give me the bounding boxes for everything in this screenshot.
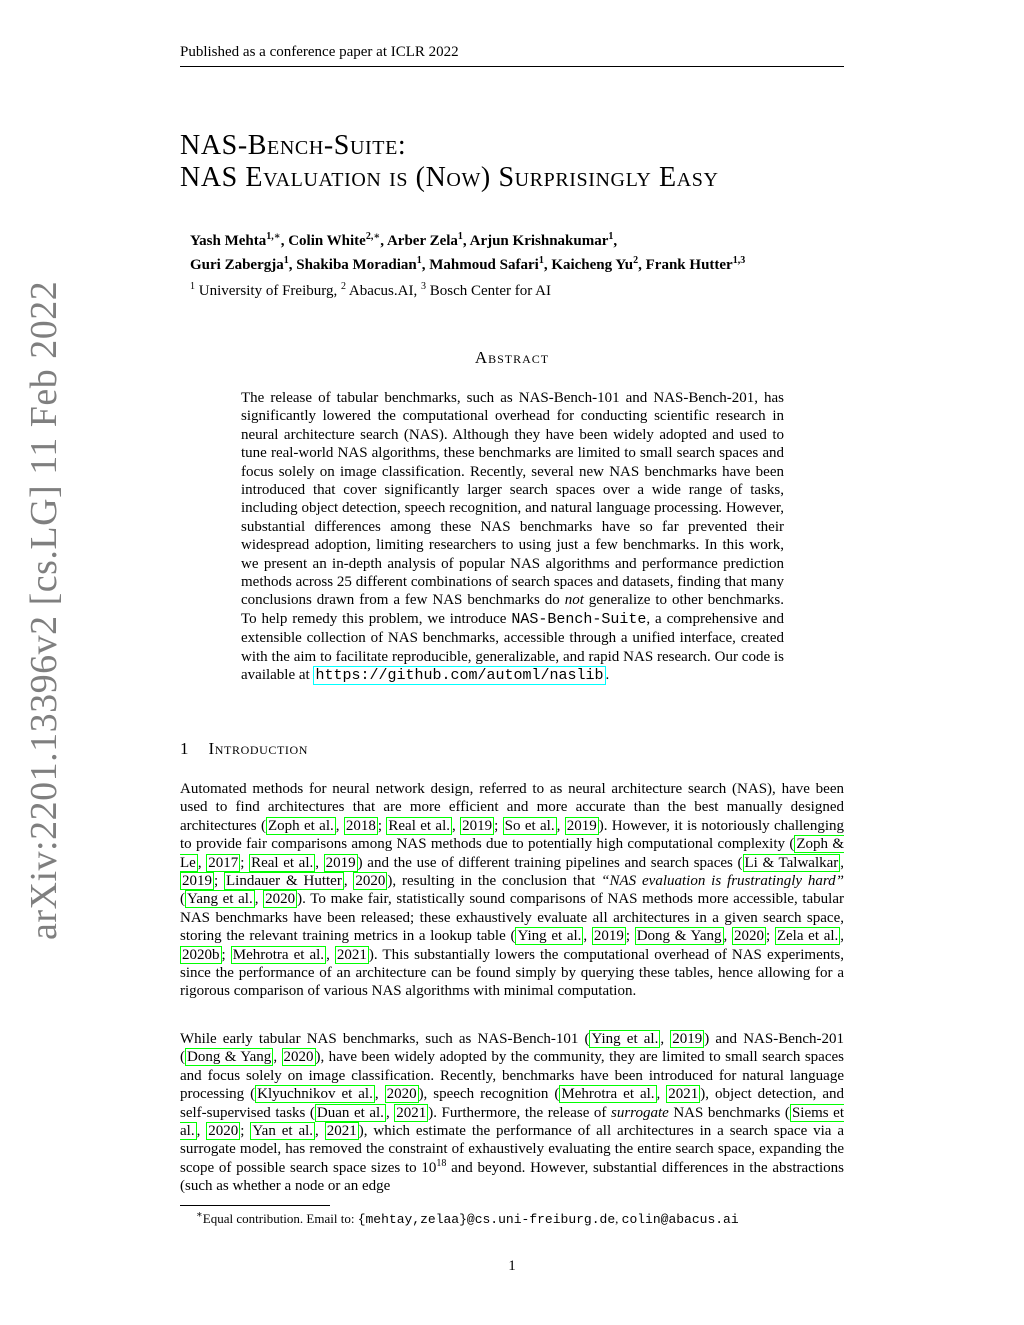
author: Arber Zela — [386, 233, 458, 249]
body-text: ), which estimate the performance of all architectures in a search space via a surrogate model, has removed the constraint of exhaustively evaluating the entire search space, expanding the scope of possible search space sizes to 10 — [180, 1123, 845, 1176]
citation-link[interactable]: Dong & Yang — [187, 1049, 272, 1066]
emph-text: surrogate — [610, 1104, 669, 1121]
affiliation: Abacus.AI, — [348, 283, 418, 299]
abstract-text: . — [605, 667, 610, 684]
body-text: ; — [765, 928, 775, 945]
footnote-rule — [180, 1205, 330, 1206]
author: Arjun Krishnakumar — [469, 233, 609, 249]
body-text: NAS benchmarks ( — [668, 1104, 790, 1121]
body-text: ; — [625, 928, 635, 945]
body-text: ; — [214, 873, 225, 890]
body-text: ). Furthermore, the release of — [428, 1104, 611, 1121]
body-text: ; — [221, 946, 231, 963]
author-sup: 1 — [608, 231, 614, 242]
citation-link[interactable]: Real et al. — [388, 817, 450, 834]
section-heading — [180, 739, 844, 759]
code-link[interactable]: https://github.com/automl/naslib — [315, 667, 604, 685]
footnote-email: {mehtay,zelaa}@cs.uni-freiburg.de — [357, 1212, 616, 1227]
citation-link[interactable]: Siems et al. — [180, 1104, 844, 1140]
affiliation: Bosch Center for AI — [429, 283, 551, 299]
author-sup: 1 — [283, 255, 289, 266]
citation-year-link[interactable]: 2019 — [672, 1031, 703, 1047]
citation-year-link[interactable]: 2017 — [208, 854, 239, 871]
abstract-emph: not — [564, 592, 584, 609]
exponent: 18 — [436, 1157, 447, 1169]
citation-link[interactable]: Yang et al. — [187, 891, 253, 908]
author-list: Yash Mehta$^{1,∗}$, Colin White$^{2,∗}$, Arber Zela$^1$, Arjun Krishnakumar$^1$, Guri Zabergja$^1$, Shakiba Moradian$^1$, Mahmoud Safari$^1$, Kaicheng Yu$^2$, Frank Hutter$^{1,3}$ — [190, 231, 746, 273]
title-line-2: NAS Evaluation is (Now) Surprisingly Easy — [180, 162, 719, 193]
body-text: ) and NAS-Bench-201 ( — [180, 1031, 845, 1066]
suite-name: NAS-Bench-Suite — [511, 610, 647, 628]
author: Guri Zabergja — [190, 257, 284, 273]
citation-year-link[interactable]: 2019 — [462, 817, 493, 834]
body-text: ; — [377, 817, 387, 834]
affiliation: University of Freiburg, — [198, 283, 338, 299]
citation-link[interactable]: Real et al. — [251, 854, 314, 871]
citation-link[interactable]: Li & Talwalkar — [744, 854, 839, 871]
body-text: ) and the use of different training pipelines and search spaces ( — [357, 854, 743, 871]
author-sup: 1,3 — [732, 255, 746, 266]
citation-link[interactable]: Dong & Yang — [636, 928, 722, 945]
citation-link[interactable]: Zoph et al. — [267, 817, 334, 834]
body-text: ; — [240, 854, 250, 871]
running-header: Published as a conference paper at ICLR 2022 — [180, 44, 459, 60]
citation-year-link[interactable]: 2018 — [345, 817, 376, 834]
intro-paragraph-2: While early tabular NAS benchmarks, such as NAS-Bench-101 ( Ying et al. , 2019 ) and NAS-Bench-201 ( Dong & Yang , 2020 ), have been widely adopted by the community, they are limited to small search spaces and focus solely on image classification. Recently, benchmarks have been introduced for natural language processing ( Klyuchnikov et al. , 2020 ), speech recognition ( Mehrotra et al. , 2021 ), object detection, and self-supervised tasks ( Duan et al. , 2021 ). Furthermore, the release of surrogate NAS benchmarks ( Siems et al. , 2020 ; Yan et al. , 2021 ), which estimate the performance of all architectures in a search space via a surrogate model, has removed the constraint of exhaustively evaluating the entire search space, expanding the scope of possible search space sizes to $10^{18}$ and beyond. However, substantial differences in the abstractions (such as whether a node or an edge — [180, 1031, 845, 1195]
header-rule — [180, 66, 844, 67]
citation-link[interactable]: Mehrotra et al. — [232, 946, 325, 963]
body-text: Automated methods for neural network design, referred to as neural architecture search (NAS), have been used to find architectures that are more efficient and more accurate than the best manually designed architectures ( — [180, 781, 844, 834]
footnote — [196, 1210, 856, 1228]
body-text: ; — [240, 1123, 251, 1140]
citation-year-link[interactable]: 2020b — [182, 946, 220, 963]
footnote-email: colin@abacus.ai — [621, 1212, 739, 1227]
body-text: ). However, it is notoriously challenging to provide fair comparisons among NAS methods due to potentially high computational complexity ( — [180, 817, 844, 853]
affil-sup: 2 — [340, 281, 346, 292]
citation-link[interactable]: Zoph & Le — [180, 836, 844, 871]
arxiv-stamp: arXiv:2201.13396v2 [cs.LG] 11 Feb 2022 — [23, 280, 65, 940]
page-number: 1 — [508, 1258, 516, 1274]
citation-year-link[interactable]: 2019 — [566, 817, 597, 834]
body-text: ), have been widely adopted by the community, they are limited to small search spaces and focus solely on image classification. Recently, benchmarks have been introduced for natural language processing ( — [180, 1049, 844, 1103]
citation-link[interactable]: So et al. — [504, 817, 555, 834]
body-text: ). This substantially lowers the computational overhead of NAS experiments, since the performance of an architecture can be found simply by querying these tables, hence allowing for a rigorous comparison of various NAS algorithms with minimal computation. — [180, 946, 845, 1000]
body-text: ), speech recognition ( — [418, 1086, 560, 1103]
citation-year-link[interactable]: 2020 — [355, 873, 386, 890]
author-sup: 1 — [457, 231, 463, 242]
author: Yash Mehta — [190, 233, 267, 249]
footnote-text: Equal contribution. Email to: — [202, 1211, 358, 1226]
citation-link[interactable]: Lindauer & Hutter — [226, 873, 342, 890]
citation-link[interactable]: Duan et al. — [316, 1104, 384, 1121]
body-text: ( — [180, 891, 185, 908]
author: Shakiba Moradian — [296, 257, 417, 273]
body-text: ), resulting in the conclusion that — [387, 873, 602, 890]
abstract-text: The release of tabular benchmarks, such as NAS-Bench-101 and NAS-Bench-201, has significantly lowered the computational overhead for conducting scientific research in neural architecture search (NAS). Although they have been widely adopted and used to tune real-world NAS algorithms, these benchmarks are limited to small search spaces and focus solely on image classification. Recently, several new NAS benchmarks have been introduced that cover significantly larger search spaces over a wide range of tasks, including object detection, speech recognition, and natural language processing. However, substantial differences among these NAS benchmarks have so far prevented their widespread adoption, limiting researchers to using just a few benchmarks. In this work, we present an in-depth analysis of popular NAS algorithms and performance prediction methods across 25 different combinations of search spaces and datasets, finding that many conclusions drawn from a few NAS benchmarks do — [241, 390, 784, 609]
citation-link[interactable]: Klyuchnikov et al. — [257, 1086, 373, 1103]
affil-sup: 1 — [190, 281, 195, 292]
citation-year-link[interactable]: 2019 — [325, 854, 356, 871]
author-sup: 2,∗ — [365, 231, 381, 242]
body-text: ; — [494, 817, 503, 834]
title-line-1: NAS-Bench-Suite: — [180, 130, 407, 161]
citation-year-link[interactable]: 2020 — [386, 1086, 417, 1103]
citation-link[interactable]: Ying et al. — [517, 928, 582, 945]
affiliations — [190, 280, 870, 302]
footnote-text: , — [615, 1211, 622, 1226]
citation-year-link[interactable]: 2020 — [208, 1123, 239, 1140]
abstract-text: , a comprehensive and extensible collection of NAS benchmarks, accessible through a unified interface, created with the aim to facilitate reproducible, generalizable, and rapid NAS research. Our code is available at — [241, 610, 784, 684]
citation-year-link[interactable]: 2020 — [733, 928, 764, 945]
citation-year-link[interactable]: 2020 — [283, 1049, 314, 1066]
citation-year-link[interactable]: 2021 — [668, 1086, 699, 1103]
author: Colin White — [288, 233, 366, 249]
abstract-text: generalize to other benchmarks. To help remedy this problem, we introduce — [241, 592, 784, 627]
citation-link[interactable]: Ying et al. — [591, 1031, 659, 1047]
citation-year-link[interactable]: 2021 — [396, 1104, 427, 1121]
quote-text: “NAS evaluation is frustratingly hard” — [601, 873, 844, 890]
citation-year-link[interactable]: 2021 — [326, 1123, 357, 1140]
citation-link[interactable]: Zela et al. — [776, 928, 839, 945]
body-text: ). To make fair, statistically sound comparisons of NAS methods more accessible, tabular NAS benchmarks have been released; these exhaustively evaluate all architectures in a given search space, storing the relevant training metrics in a lookup table ( — [180, 891, 845, 945]
section-number: 1 — [180, 739, 190, 758]
intro-paragraph-1: Automated methods for neural network design, referred to as neural architecture search (NAS), have been used to find architectures that are more efficient and more accurate than the best manually designed architectures ( Zoph et al. , 2018 ; Real et al. , 2019 ; So et al. , 2019 ). However, it is notoriously challenging to provide fair comparisons among NAS methods due to potentially high computational complexity ( Zoph & Le , 2017 ; Real et al. , 2019 ) and the use of different training pipelines and search spaces ( Li & Talwalkar , 2019 ; Lindauer & Hutter , 2020 ), resulting in the conclusion that “NAS evaluation is frustratingly hard” ( Yang et al. , 2020 ). To make fair, statistically sound comparisons of NAS methods more accessible, tabular NAS benchmarks have been released; these exhaustively evaluate all architectures in a given search space, storing the relevant training metrics in a lookup table ( Ying et al. , 2019 ; Dong & Yang , 2020 ; Zela et al. , 2020b ; Mehrotra et al. , 2021 ). This substantially lowers the computational overhead of NAS experiments, since the performance of an architecture can be found simply by querying these tables, hence allowing for a rigorous comparison of various NAS algorithms with minimal computation. — [180, 781, 845, 1000]
citation-year-link[interactable]: 2021 — [336, 946, 367, 963]
footnote-mark: ∗ — [196, 1209, 203, 1221]
body-text: ), object detection, and self-supervised tasks ( — [180, 1086, 844, 1121]
citation-year-link[interactable]: 2019 — [182, 873, 212, 890]
paper-title — [180, 130, 880, 194]
body-text: While early tabular NAS benchmarks, such as NAS-Bench-101 ( — [180, 1031, 590, 1047]
author-sup: 2 — [633, 255, 639, 266]
section-title: Introduction — [208, 739, 309, 758]
citation-year-link[interactable]: 2019 — [593, 928, 624, 945]
author-sup: 1 — [416, 255, 422, 266]
citation-year-link[interactable]: 2020 — [265, 891, 296, 908]
author-sup: 1,∗ — [266, 231, 281, 242]
author: Frank Hutter — [645, 257, 733, 273]
abstract-heading: Abstract — [474, 348, 550, 367]
author: Kaicheng Yu — [551, 257, 634, 273]
body-text: and beyond. However, substantial differences in the abstractions (such as whether a node or an edge — [180, 1159, 844, 1195]
affil-sup: 3 — [420, 281, 426, 292]
abstract-body — [241, 389, 784, 686]
citation-link[interactable]: Mehrotra et al. — [561, 1086, 655, 1103]
citation-link[interactable]: Yan et al. — [252, 1123, 314, 1140]
author-sup: 1 — [538, 255, 544, 266]
author: Mahmoud Safari — [429, 257, 539, 273]
